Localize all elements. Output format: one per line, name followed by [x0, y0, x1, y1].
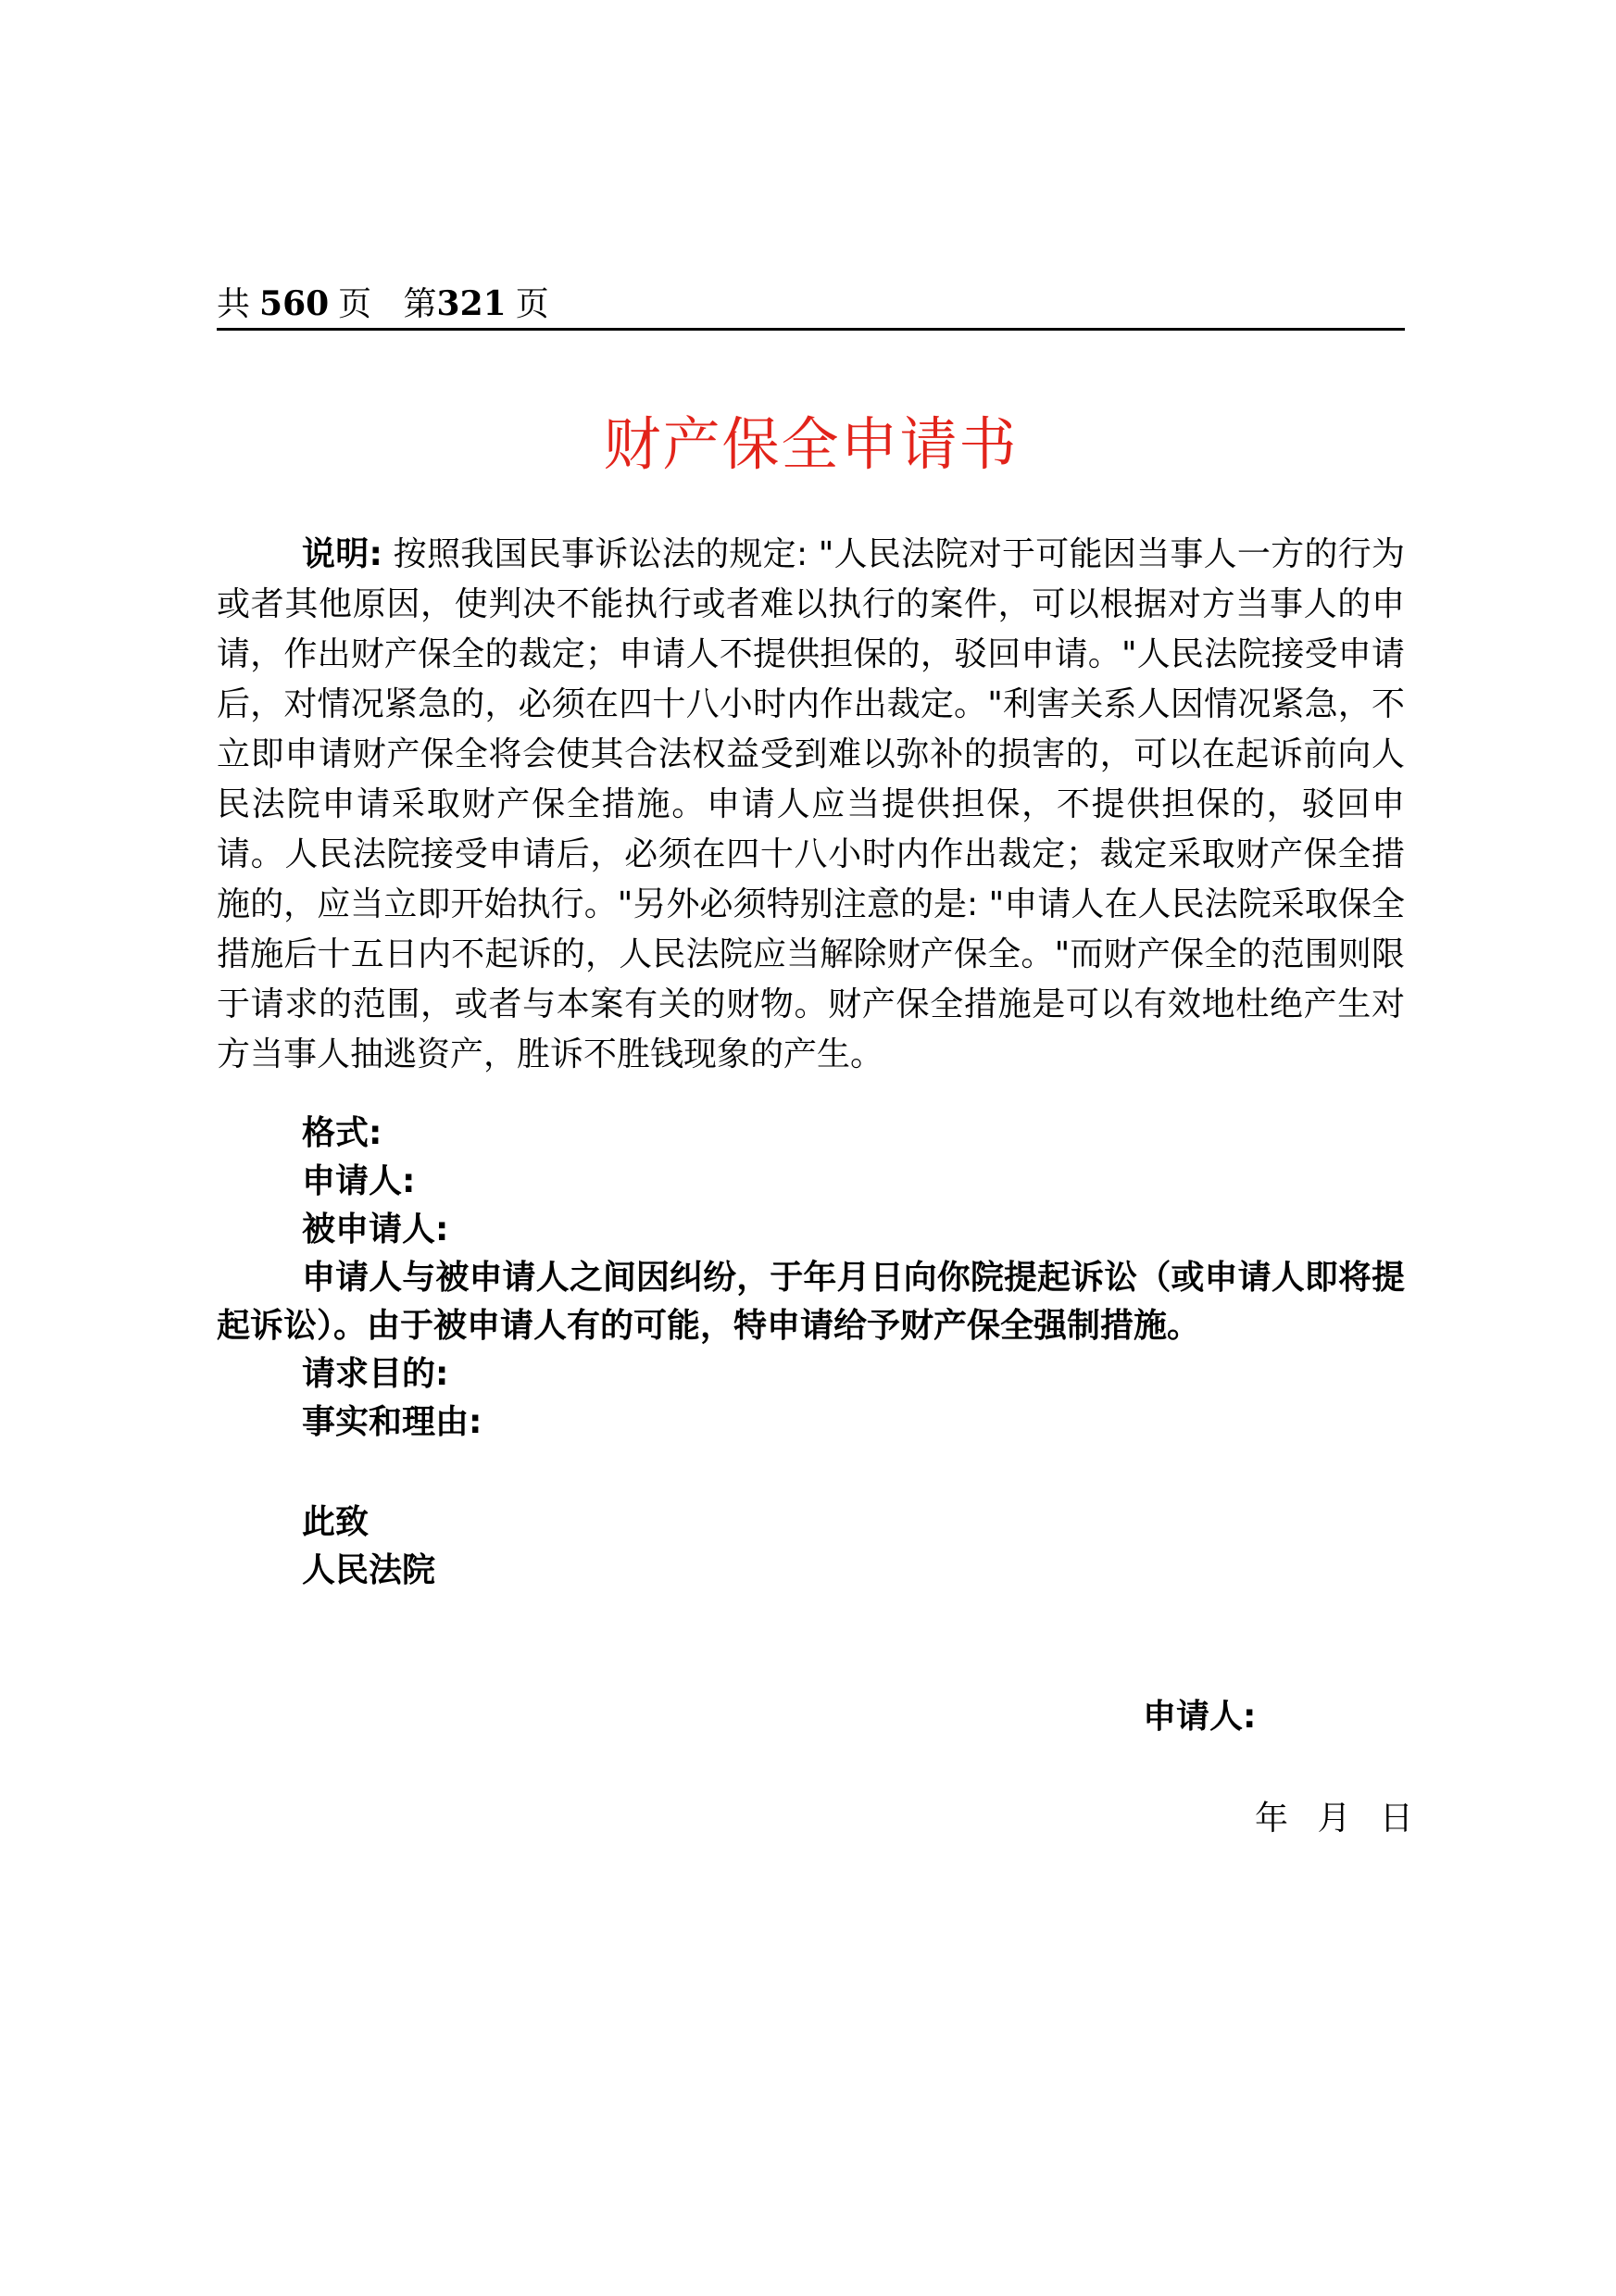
court-name: 人民法院 [302, 1551, 436, 1589]
application-statement: 申请人与被申请人之间因纠纷，于年月日向你院提起诉讼（或申请人即将提起诉讼）。由于被申请人有的可能，特申请给予财产保全强制措施。 [217, 1259, 1405, 1345]
respondent-label: 被申请人: [302, 1211, 449, 1248]
request-purpose-label: 请求目的: [302, 1355, 449, 1393]
format-label: 格式: [302, 1114, 382, 1152]
signature-applicant-label: 申请人: [1143, 1698, 1257, 1736]
total-suffix: 页 [338, 285, 372, 323]
current-suffix: 页 [515, 285, 549, 323]
current-page: 321 [436, 284, 507, 323]
explanation-paragraph [217, 530, 1405, 1080]
explanation-label: 说明: [302, 535, 382, 573]
document-title: 财产保全申请书 [603, 410, 1019, 478]
facts-reasons-label: 事实和理由: [302, 1403, 482, 1441]
page-header [217, 280, 1405, 331]
current-prefix: 第 [403, 285, 437, 323]
signature-date: 年 月 日 [1255, 1800, 1413, 1838]
total-prefix: 共 [217, 285, 251, 323]
total-pages: 560 [259, 284, 330, 323]
explanation-text: 按照我国民事诉讼法的规定: "人民法院对于可能因当事人一方的行为或者其他原因，使判决不能执行或者难以执行的案件，可以根据对方当事人的申请，作出财产保全的裁定；申请人不提供担保的，驳回申请。"人民法院接受申请后，对情况紧急的，必须在四十八小时内作出裁定。"利害关系人因情况紧急，不立即申请财产保全将会使其合法权益受到难以弥补的损害的，可以在起诉前向人民法院申请采取财产保全措施。申请人应当提供担保，不提供担保的，驳回申请。人民法院接受申请后，必须在四十八小时内作出裁定；裁定采取财产保全措施的，应当立即开始执行。"另外必须特别注意的是: "申请人在人民法院采取保全措施后十五日内不起诉的，人民法院应当解除财产保全。"而财产保全的范围则限于请求的范围，或者与本案有关的财物。财产保全措施是可以有效地杜绝产生对方当事人抽逃资产，胜诉不胜钱现象的产生。 [217, 535, 1405, 1073]
applicant-label: 申请人: [302, 1162, 416, 1200]
salutation: 此致 [302, 1503, 370, 1541]
